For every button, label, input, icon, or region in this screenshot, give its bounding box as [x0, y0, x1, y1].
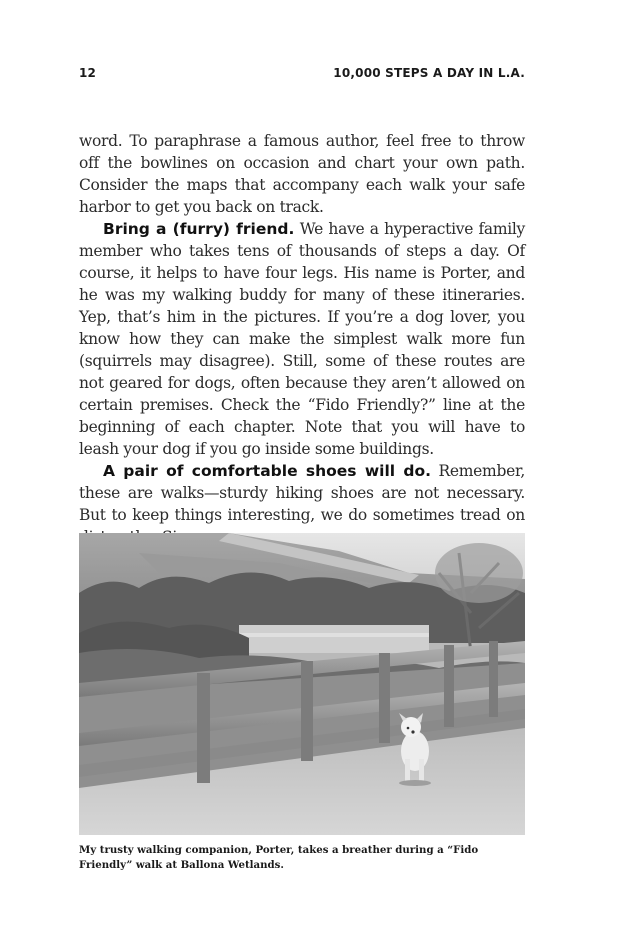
body-text [79, 130, 525, 548]
photo-caption: My trusty walking companion, Porter, takes a breather during a “Fido Friendly” walk at Ballona Wetlands. [79, 844, 479, 871]
paragraph-lead: Bring a (furry) friend. [103, 220, 295, 238]
paragraph [79, 218, 525, 460]
paragraph-lead: A pair of comfortable shoes will do. [103, 462, 432, 480]
paragraph: word. To paraphrase a famous author, feel free to throw off the bowlines on occasion and chart your own path. Consider the maps that accompany each walk your safe harbor to get you back on track. [79, 132, 525, 216]
paragraph-text: We have a hyperactive family member who takes tens of thousands of steps a day. Of course, it helps to have four legs. His name is Porter, and he was my walking buddy for many of these itineraries. Yep, that’s him in the pictures. If you’re a dog lover, you know how they can make the simplest walk more fun (squirrels may disagree). Still, some of these routes are not geared for dogs, often because they aren’t allowed on certain premises. Check the “Fido Friendly?” line at the beginning of each chapter. Note that you will have to leash your dog if you go inside some buildings. [79, 220, 525, 458]
paragraph-text: Remember, these are walks—sturdy hiking shoes are not necessary. But to keep things interesting, we do sometimes tread on [79, 462, 525, 524]
wetlands-photo [79, 533, 525, 835]
running-header [79, 66, 525, 84]
page-number: 12 [79, 66, 97, 80]
running-title: 10,000 STEPS A DAY IN L.A. [333, 66, 525, 80]
